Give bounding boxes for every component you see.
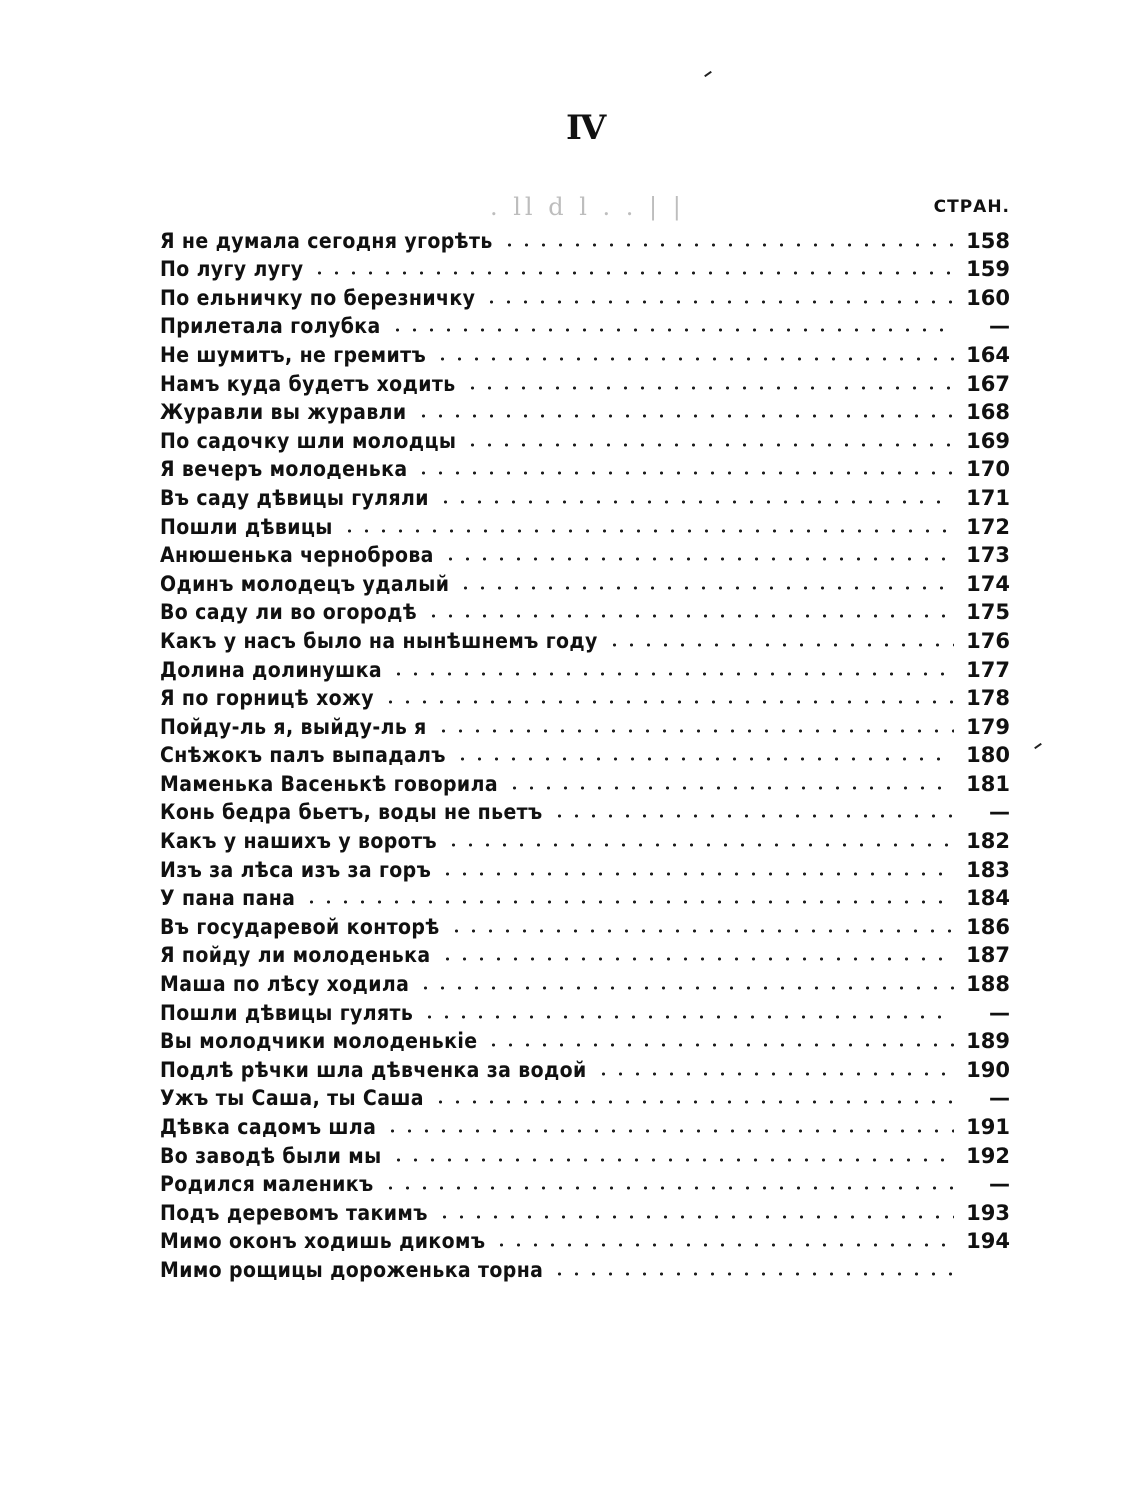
toc-entry-page: 192 (966, 1143, 1010, 1168)
toc-header (160, 193, 1010, 219)
toc-entry-page: 175 (966, 600, 1010, 625)
dot-leader (436, 1215, 954, 1219)
dot-leader (389, 328, 954, 332)
page-column-header: СТРАН. (933, 197, 1010, 217)
dot-leader (506, 786, 954, 790)
page-roman-numeral: IV (566, 108, 605, 148)
toc-entry-page: — (989, 800, 1010, 825)
toc-entry-title: Намъ куда будетъ ходить (160, 371, 456, 396)
toc-entry (160, 309, 1010, 338)
dot-leader (483, 300, 954, 304)
dot-leader (454, 757, 954, 761)
toc-entry-title: Я по горницѣ хожу (160, 686, 374, 711)
toc-entry (160, 709, 1010, 738)
toc-entry-page: 188 (966, 972, 1010, 997)
toc-entry (160, 1024, 1010, 1053)
toc-entry-title: Подлѣ рѣчки шла дѣвченка за водой (160, 1057, 587, 1082)
dot-leader (435, 729, 954, 733)
toc-entry-page: 186 (966, 914, 1010, 939)
toc-entry-title: Не шумитъ, не гремитъ (160, 342, 427, 367)
toc-entry-page: 182 (966, 829, 1010, 854)
dot-leader (415, 471, 954, 475)
dot-leader (439, 957, 955, 961)
toc-entry-title: Подъ деревомъ такимъ (160, 1200, 428, 1225)
dot-leader (445, 843, 954, 847)
dot-leader (421, 1015, 954, 1019)
toc-entry-page: 194 (966, 1229, 1010, 1254)
toc-entry-page: 177 (966, 657, 1010, 682)
dot-leader (390, 672, 954, 676)
toc-entry-title: Снѣжокъ палъ выпадалъ (160, 743, 446, 768)
toc-entry (160, 509, 1010, 538)
toc-entry-page: 180 (966, 743, 1010, 768)
toc-entry-page: 191 (966, 1115, 1010, 1139)
toc-entry (160, 1195, 1010, 1224)
toc-entry (160, 1081, 1010, 1110)
toc-entry-title: Долина долинушка (160, 657, 382, 682)
dot-leader (384, 1129, 954, 1133)
toc-entry (160, 366, 1010, 395)
dot-leader (415, 414, 954, 418)
toc-entry (160, 766, 1010, 795)
dot-leader (501, 243, 954, 247)
toc-entry (160, 795, 1010, 824)
toc-entry-page: 168 (966, 400, 1010, 425)
toc-entry (160, 881, 1010, 910)
toc-entry-page: 189 (966, 1029, 1010, 1054)
dot-leader (464, 443, 954, 447)
toc-entry-page: — (989, 1000, 1010, 1025)
toc-entry (160, 223, 1010, 252)
toc-entry-title: Мимо оконъ ходишь дикомъ (160, 1229, 486, 1254)
dot-leader (341, 529, 954, 533)
dot-leader (493, 1243, 954, 1247)
toc-entry (160, 852, 1010, 881)
toc-entry-page: 171 (966, 485, 1010, 510)
toc-entry-title: Журавли вы журавли (160, 400, 407, 425)
toc-entry (160, 966, 1010, 995)
toc-entry-page: 187 (966, 943, 1010, 968)
toc-entry-page: 183 (966, 857, 1010, 882)
toc-entry-title: Я вечеръ молоденька (160, 457, 408, 482)
toc-entry-title: Какъ у нашихъ у воротъ (160, 829, 438, 854)
toc-entry-title: Пошли дѣвицы (160, 514, 333, 539)
dot-leader (425, 614, 954, 618)
toc-entry (160, 909, 1010, 938)
toc-entry (160, 252, 1010, 281)
dot-leader (303, 900, 954, 904)
toc-entry (160, 681, 1010, 710)
dot-leader (439, 872, 954, 876)
toc-entry-title: Родился маленикъ (160, 1172, 374, 1197)
dot-leader (606, 643, 954, 647)
toc-entry-title: Въ саду дѣвицы гуляли (160, 485, 429, 510)
toc-entry-title: Одинъ молодецъ удалый (160, 571, 450, 596)
toc-entry (160, 538, 1010, 567)
toc-entry-page: — (989, 314, 1010, 339)
toc-entry-page: 170 (966, 457, 1010, 482)
toc-entry (160, 395, 1010, 424)
dot-leader (417, 986, 954, 990)
toc-entry-page: 179 (966, 714, 1010, 739)
toc-entry (160, 938, 1010, 967)
toc-entry (160, 280, 1010, 309)
toc-entry-title: Прилетала голубка (160, 314, 381, 339)
toc-entry (160, 1252, 1010, 1281)
toc-entry (160, 823, 1010, 852)
dot-leader (437, 500, 954, 504)
toc-entry-title: По ельничку по березничку (160, 285, 476, 310)
toc-entry-title: Маменька Васенькѣ говорила (160, 771, 498, 796)
toc-entry (160, 995, 1010, 1024)
dot-leader (311, 271, 954, 275)
toc-entry-title: Ужъ ты Саша, ты Саша (160, 1086, 424, 1111)
toc-entry-title: Маша по лѣсу ходила (160, 972, 410, 997)
toc-entry-title: Пошли дѣвицы гулять (160, 1000, 414, 1025)
toc-entry (160, 423, 1010, 452)
dot-leader (595, 1072, 954, 1076)
stray-mark-top (704, 71, 712, 77)
toc-entry-page: 169 (966, 428, 1010, 453)
toc-entry-title: По садочку шли молодцы (160, 428, 457, 453)
dot-leader (448, 929, 954, 933)
toc-entry-page: 181 (966, 771, 1010, 796)
toc-entry-page: 174 (966, 571, 1010, 596)
toc-entry-page: 158 (966, 228, 1010, 253)
toc-entry (160, 480, 1010, 509)
toc-entry-page: — (989, 1086, 1010, 1111)
toc-entry (160, 652, 1010, 681)
toc-entry-page: 159 (966, 257, 1010, 282)
table-of-contents (160, 223, 1010, 1281)
toc-entry-title: Мимо рощицы дороженька торна (160, 1257, 544, 1282)
dot-leader (464, 386, 954, 390)
toc-entry-page: — (989, 1172, 1010, 1197)
toc-entry-title: Дѣвка садомъ шла (160, 1115, 377, 1139)
toc-entry (160, 1052, 1010, 1081)
toc-entry-title: Во саду ли во огородѣ (160, 600, 418, 625)
toc-entry-title: Я не думала сегодня угорѣть (160, 228, 493, 253)
toc-entry-title: Я пойду ли молоденька (160, 943, 431, 968)
dot-leader (442, 557, 954, 561)
toc-entry-page: 176 (966, 628, 1010, 653)
toc-entry-page: 173 (966, 543, 1010, 568)
toc-entry (160, 566, 1010, 595)
toc-entry-page: 178 (966, 686, 1010, 711)
toc-entry-title: Вы молодчики молоденькіе (160, 1029, 478, 1054)
dot-leader (382, 1186, 954, 1190)
dot-leader (551, 1272, 954, 1276)
toc-entry-page: 184 (966, 886, 1010, 911)
toc-entry (160, 595, 1010, 624)
dot-leader (485, 1043, 954, 1047)
toc-entry-title: Какъ у насъ было на нынѣшнемъ году (160, 628, 598, 653)
toc-entry (160, 738, 1010, 767)
dot-leader (432, 1100, 954, 1104)
toc-entry (160, 623, 1010, 652)
dot-leader (382, 700, 954, 704)
toc-entry-title: Во заводѣ были мы (160, 1143, 382, 1168)
toc-entry-title: По лугу лугу (160, 257, 304, 282)
dot-leader (434, 357, 954, 361)
toc-entry (160, 452, 1010, 481)
toc-entry-title: Конь бедра бьетъ, воды не пьетъ (160, 800, 543, 825)
toc-entry-page: 164 (966, 342, 1010, 367)
toc-entry (160, 1109, 1010, 1138)
toc-entry-title: Въ государевой конторѣ (160, 914, 440, 939)
toc-entry (160, 1224, 1010, 1253)
toc-entry-title: Анюшенька черноброва (160, 543, 434, 568)
stray-mark-right (1034, 743, 1042, 749)
toc-entry-page: 193 (966, 1200, 1010, 1225)
toc-entry (160, 337, 1010, 366)
toc-entry-title: Пойду-ль я, выйду-ль я (160, 714, 427, 739)
bleed-through-heading: . ll d l . . | | (490, 193, 685, 221)
toc-entry-page: 167 (966, 371, 1010, 396)
dot-leader (390, 1158, 954, 1162)
dot-leader (551, 814, 954, 818)
toc-entry-title: У пана пана (160, 886, 296, 911)
toc-entry-title: Изъ за лѣса изъ за горъ (160, 857, 432, 882)
toc-entry-page: 190 (966, 1057, 1010, 1082)
toc-entry (160, 1167, 1010, 1196)
toc-entry-page: 172 (966, 514, 1010, 539)
toc-entry-page: 160 (966, 285, 1010, 310)
toc-entry (160, 1138, 1010, 1167)
dot-leader (457, 586, 954, 590)
